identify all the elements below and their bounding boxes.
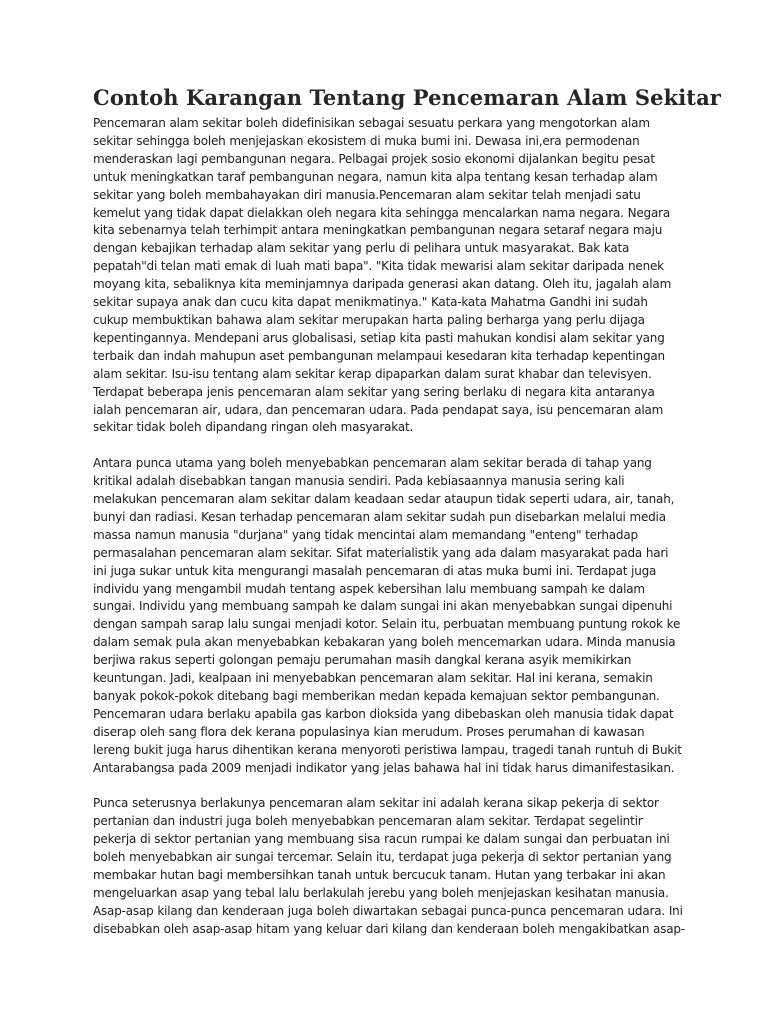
document-page — [93, 84, 721, 939]
paragraph-2: Antara punca utama yang boleh menyebabkan pencemaran alam sekitar berada di tahap yang kritikal adalah disebabkan tangan manusia sendiri. Pada kebiasaannya manusia sering kali melakukan pencemaran alam sekitar dalam keadaan sedar ataupun tidak seperti udara, air, tanah, bunyi dan radiasi. Kesan terhadap pencemaran alam sekitar sudah pun disebarkan melalui media massa namun manusia "durjana" yang tidak mencintai alam memandang "enteng" terhadap permasalahan pencemaran alam sekitar. Sifat materialistik yang ada dalam masyarakat pada hari ini juga sukar untuk kita mengurangi masalah pencemaran di atas muka bumi ini. Terdapat juga individu yang mengambil mudah tentang aspek kebersihan lalu membuang sampah ke dalam sungai. Individu yang membuang sampah ke dalam sungai ini akan menyebabkan sungai dipenuhi dengan sampah sarap lalu sungai menjadi kotor. Selain itu, perbuatan membuang puntung rokok ke dalam semak pula akan menyebabkan kebakaran yang boleh mencemarkan udara. Minda manusia berjiwa rakus seperti golongan pemaju perumahan masih dangkal kerana asyik memikirkan keuntungan. Jadi, kealpaan ini menyebabkan pencemaran alam sekitar. Hal ini kerana, semakin banyak pokok-pokok ditebang bagi memberikan medan kepada kemajuan sektor pembangunan. Pencemaran udara berlaku apabila gas karbon dioksida yang dibebaskan oleh manusia tidak dapat diserap oleh sang flora dek kerana populasinya kian merudum. Proses perumahan di kawasan lereng bukit juga harus dihentikan kerana menyoroti peristiwa lampau, tragedi tanah runtuh di Bukit Antarabangsa pada 2009 menjadi indikator yang jelas bahawa hal ini tidak harus dimanifestasikan. — [93, 456, 682, 775]
document-title: Contoh Karangan Tentang Pencemaran Alam Sekitar — [93, 85, 721, 110]
paragraph-1: Pencemaran alam sekitar boleh didefinisikan sebagai sesuatu perkara yang mengotorkan alam sekitar sehingga boleh menjejaskan ekosistem di muka bumi ini. Dewasa ini,era permodenan menderaskan lagi pembangunan negara. Pelbagai projek sosio ekonomi dijalankan begitu pesat untuk meningkatkan taraf pembangunan negara, namun kita alpa tentang kesan terhadap alam sekitar yang boleh membahayakan diri manusia.Pencemaran alam sekitar telah menjadi satu kemelut yang tidak dapat dielakkan oleh negara kita sehingga mencalarkan nama negara. Negara kita sebenarnya telah terhimpit antara meningkatkan pembangunan negara setaraf negara maju dengan kebajikan terhadap alam sekitar yang perlu di pelihara untuk masyarakat. Bak kata pepatah"di telan mati emak di luah mati bapa". "Kita tidak mewarisi alam sekitar daripada nenek moyang kita, sebaliknya kita meminjamnya daripada generasi akan datang. Oleh itu, jagalah alam sekitar supaya anak dan cucu kita dapat menikmatinya." Kata-kata Mahatma Gandhi ini sudah cukup membuktikan bahawa alam sekitar merupakan harta paling berharga yang perlu dijaga kepentingannya. Mendepani arus globalisasi, setiap kita pasti mahukan kondisi alam sekitar yang terbaik dan indah mahupun aset pembangunan melampaui kesedaran kita terhadap kepentingan alam sekitar. Isu-isu tentang alam sekitar kerap dipaparkan dalam surat khabar dan televisyen. Terdapat beberapa jenis pencemaran alam sekitar yang sering berlaku di negara kita antaranya ialah pencemaran air, udara, dan pencemaran udara. Pada pendapat saya, isu pencemaran alam sekitar tidak boleh dipandang ringan oleh masyarakat. — [93, 116, 672, 435]
paragraph-3: Punca seterusnya berlakunya pencemaran alam sekitar ini adalah kerana sikap pekerja di sektor pertanian dan industri juga boleh menyebabkan pencemaran alam sekitar. Terdapat segelintir pekerja di sektor pertanian yang membuang sisa racun rumpai ke dalam sungai dan perbuatan ini boleh menyebabkan air sungai tercemar. Selain itu, terdapat juga pekerja di sektor pertanian yang membakar hutan bagi membersihkan tanah untuk bercucuk tanam. Hutan yang terbakar ini akan mengeluarkan asap yang tebal lalu berlakulah jerebu yang boleh menjejaskan kesihatan manusia. Asap-asap kilang dan kenderaan juga boleh diwartakan sebagai punca-punca pencemaran udara. Ini disebabkan oleh asap-asap hitam yang keluar dari kilang dan kenderaan boleh mengakibatkan asap- — [93, 796, 685, 936]
